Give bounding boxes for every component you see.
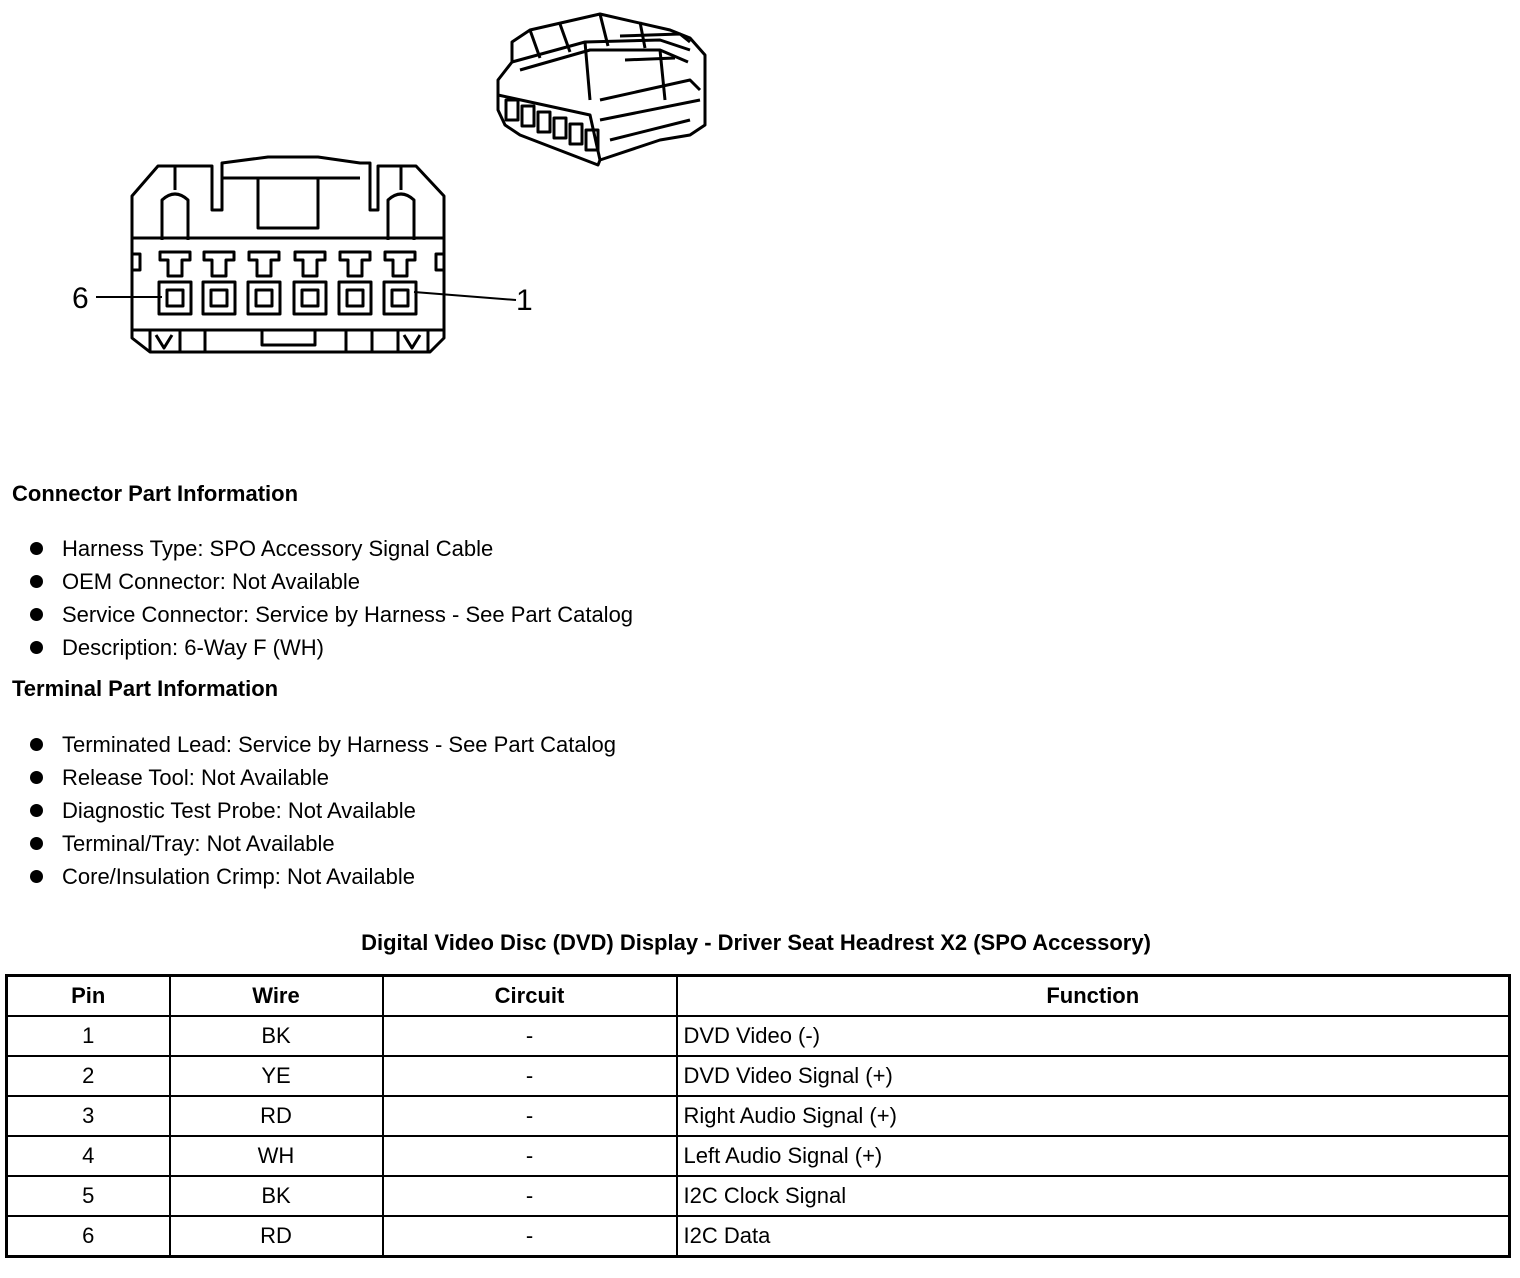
column-header-pin: Pin (7, 976, 170, 1017)
list-item: Harness Type: SPO Accessory Signal Cable (28, 532, 633, 565)
table-row (7, 1176, 1510, 1216)
pin-cell: 6 (7, 1216, 170, 1257)
list-item: Terminal/Tray: Not Available (28, 827, 616, 860)
pin-cell: 1 (7, 1016, 170, 1056)
column-header-function: Function (677, 976, 1510, 1017)
circuit-cell: - (383, 1016, 677, 1056)
column-header-circuit: Circuit (383, 976, 677, 1017)
pin-cell: 5 (7, 1176, 170, 1216)
list-item: Core/Insulation Crimp: Not Available (28, 860, 616, 893)
connector-part-information-list (28, 532, 633, 664)
table-row (7, 1216, 1510, 1257)
terminal-locks (160, 252, 415, 276)
terminal-cavities (159, 282, 416, 314)
pin-cell: 2 (7, 1056, 170, 1096)
connector-front-view (96, 157, 516, 352)
pin-cell: 3 (7, 1096, 170, 1136)
list-item: OEM Connector: Not Available (28, 565, 633, 598)
circuit-cell: - (383, 1056, 677, 1096)
wire-cell: RD (170, 1216, 383, 1257)
bullet-icon (30, 837, 43, 850)
table-row (7, 1136, 1510, 1176)
connector-part-information-heading: Connector Part Information (12, 481, 299, 506)
table-row (7, 1056, 1510, 1096)
terminal-part-information-list (28, 728, 616, 893)
pin-cell: 4 (7, 1136, 170, 1176)
bullet-icon (30, 804, 43, 817)
column-header-wire: Wire (170, 976, 383, 1017)
list-item: Service Connector: Service by Harness - See Part Catalog (28, 598, 633, 631)
list-item: Terminated Lead: Service by Harness - See Part Catalog (28, 728, 616, 761)
function-cell: DVD Video (-) (677, 1016, 1510, 1056)
function-cell: I2C Clock Signal (677, 1176, 1510, 1216)
connector-isometric-view (498, 14, 705, 165)
circuit-cell: - (383, 1216, 677, 1257)
bullet-icon (30, 771, 43, 784)
table-title: Digital Video Disc (DVD) Display - Driver Seat Headrest X2 (SPO Accessory) (361, 930, 1151, 955)
wire-cell: YE (170, 1056, 383, 1096)
function-cell: I2C Data (677, 1216, 1510, 1257)
list-item: Release Tool: Not Available (28, 761, 616, 794)
connector-drawing (0, 0, 760, 380)
bullet-icon (30, 870, 43, 883)
circuit-cell: - (383, 1096, 677, 1136)
wire-cell: BK (170, 1176, 383, 1216)
function-cell: DVD Video Signal (+) (677, 1056, 1510, 1096)
pin-1-label: 1 (516, 284, 533, 317)
pin-6-label: 6 (72, 282, 89, 315)
bullet-icon (30, 738, 43, 751)
wire-cell: RD (170, 1096, 383, 1136)
table-row (7, 1016, 1510, 1056)
list-item: Description: 6-Way F (WH) (28, 631, 633, 664)
wire-cell: BK (170, 1016, 383, 1056)
bullet-icon (30, 641, 43, 654)
bullet-icon (30, 608, 43, 621)
pinout-table (5, 974, 1511, 1258)
circuit-cell: - (383, 1176, 677, 1216)
pin-1-leader (414, 292, 516, 300)
table-row (7, 1096, 1510, 1136)
bullet-icon (30, 575, 43, 588)
table-header-row (7, 976, 1510, 1017)
wire-cell: WH (170, 1136, 383, 1176)
bullet-icon (30, 542, 43, 555)
circuit-cell: - (383, 1136, 677, 1176)
list-item: Diagnostic Test Probe: Not Available (28, 794, 616, 827)
terminal-part-information-heading: Terminal Part Information (12, 676, 279, 701)
function-cell: Left Audio Signal (+) (677, 1136, 1510, 1176)
function-cell: Right Audio Signal (+) (677, 1096, 1510, 1136)
